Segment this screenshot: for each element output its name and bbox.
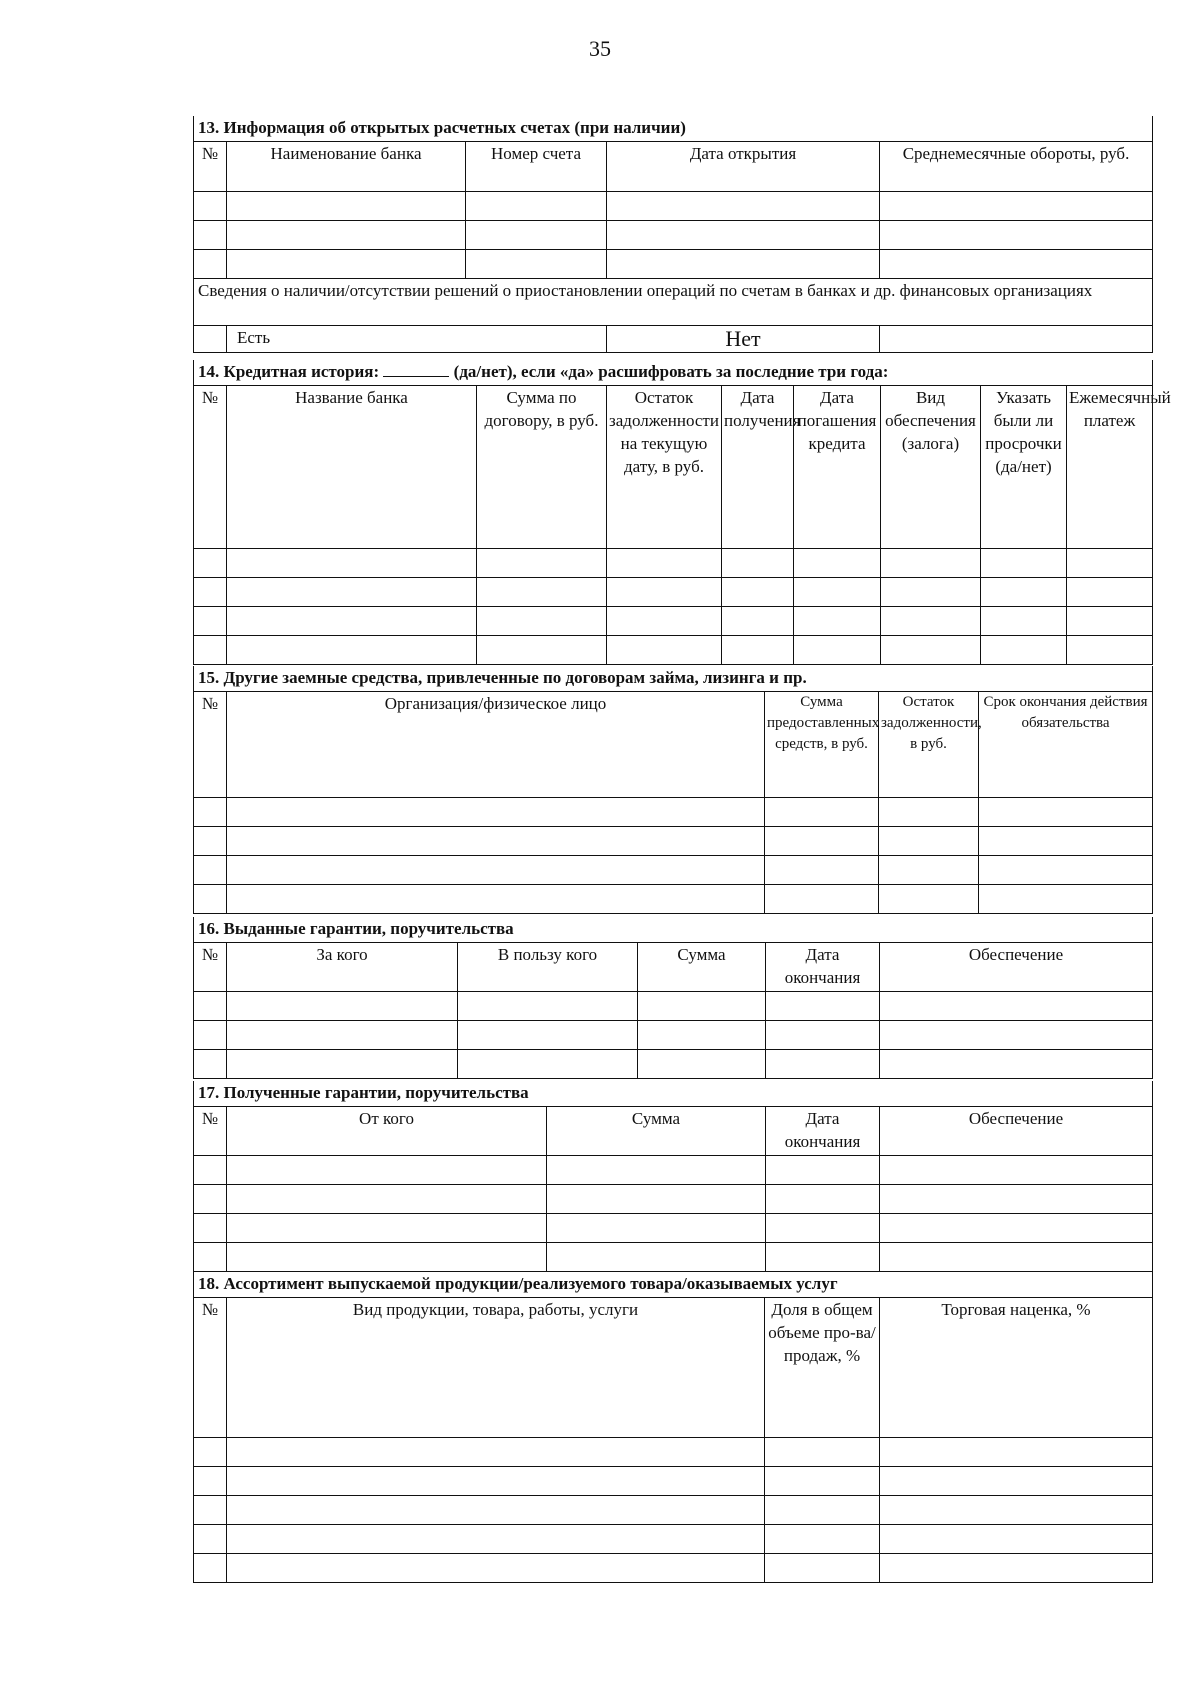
cell[interactable] xyxy=(227,548,477,577)
cell[interactable] xyxy=(547,1184,766,1213)
cell[interactable] xyxy=(227,1213,547,1242)
cell[interactable] xyxy=(607,191,880,220)
cell[interactable] xyxy=(227,1437,765,1466)
col-number-header: № xyxy=(194,385,227,548)
cell[interactable] xyxy=(880,1020,1153,1049)
cell[interactable] xyxy=(879,884,979,913)
cell[interactable] xyxy=(547,1213,766,1242)
cell[interactable] xyxy=(765,826,879,855)
cell[interactable] xyxy=(194,1437,227,1466)
cell[interactable] xyxy=(194,606,227,635)
table-row xyxy=(194,577,1153,606)
table-row xyxy=(194,884,1153,913)
cell[interactable] xyxy=(227,249,466,278)
cell[interactable] xyxy=(766,1184,880,1213)
cell[interactable] xyxy=(979,797,1153,826)
cell[interactable] xyxy=(194,577,227,606)
cell[interactable] xyxy=(881,635,981,664)
cell[interactable] xyxy=(765,1553,880,1582)
cell[interactable] xyxy=(794,635,881,664)
cell[interactable] xyxy=(194,1184,227,1213)
table-row xyxy=(194,1155,1153,1184)
cell[interactable] xyxy=(880,1495,1153,1524)
cell[interactable] xyxy=(227,991,458,1020)
cell[interactable] xyxy=(880,1553,1153,1582)
col-monthly-turnover-header: Среднемесячные обороты, руб. xyxy=(880,141,1153,191)
cell[interactable] xyxy=(766,1213,880,1242)
cell[interactable] xyxy=(607,606,722,635)
option-no[interactable]: Нет xyxy=(607,325,880,352)
col-number-header: № xyxy=(194,1106,227,1155)
table-row xyxy=(194,220,1153,249)
cell[interactable] xyxy=(194,991,227,1020)
col-end-date-header: Дата окончания xyxy=(766,942,880,991)
table-row xyxy=(194,991,1153,1020)
cell[interactable] xyxy=(766,1155,880,1184)
table-row xyxy=(194,548,1153,577)
cell[interactable] xyxy=(879,855,979,884)
cell[interactable] xyxy=(979,826,1153,855)
cell[interactable] xyxy=(227,1184,547,1213)
section-18-table xyxy=(193,1272,1153,1583)
table-row xyxy=(194,1242,1153,1271)
cell[interactable] xyxy=(880,325,1153,352)
cell[interactable] xyxy=(607,220,880,249)
cell[interactable] xyxy=(722,635,794,664)
cell[interactable] xyxy=(477,548,607,577)
cell[interactable] xyxy=(880,1213,1153,1242)
cell[interactable] xyxy=(765,797,879,826)
cell[interactable] xyxy=(194,1553,227,1582)
section-14-table xyxy=(193,360,1171,665)
cell[interactable] xyxy=(607,577,722,606)
cell[interactable] xyxy=(880,1155,1153,1184)
cell[interactable] xyxy=(477,606,607,635)
cell[interactable] xyxy=(1067,635,1153,664)
cell[interactable] xyxy=(227,1495,765,1524)
section-16-table xyxy=(193,917,1153,1079)
cell[interactable] xyxy=(765,1495,880,1524)
cell[interactable] xyxy=(227,1242,547,1271)
cell[interactable] xyxy=(981,606,1067,635)
col-for-whom-header: За кого xyxy=(227,942,458,991)
cell[interactable] xyxy=(765,1524,880,1553)
col-provided-sum-header: Сумма предоставленных средств, в руб. xyxy=(765,691,879,797)
cell[interactable] xyxy=(227,220,466,249)
section-15-title: 15. Другие заемные средства, привлеченные по договорам займа, лизинга и пр. xyxy=(194,666,1153,691)
cell[interactable] xyxy=(766,991,880,1020)
cell[interactable] xyxy=(227,1020,458,1049)
cell[interactable] xyxy=(794,606,881,635)
col-debt-balance-header: Остаток задолженности на текущую дату, в руб. xyxy=(607,385,722,548)
section-16-title: 16. Выданные гарантии, поручительства xyxy=(194,917,1153,942)
cell[interactable] xyxy=(879,797,979,826)
table-row xyxy=(194,249,1153,278)
cell[interactable] xyxy=(227,1553,765,1582)
cell[interactable] xyxy=(766,1242,880,1271)
cell[interactable] xyxy=(765,1437,880,1466)
col-number-header: № xyxy=(194,942,227,991)
col-bank-name-header: Название банка xyxy=(227,385,477,548)
cell[interactable] xyxy=(477,577,607,606)
cell[interactable] xyxy=(194,635,227,664)
col-organization-header: Организация/физическое лицо xyxy=(227,691,765,797)
cell[interactable] xyxy=(766,1020,880,1049)
cell[interactable] xyxy=(880,249,1153,278)
cell[interactable] xyxy=(458,1020,638,1049)
cell[interactable] xyxy=(227,577,477,606)
cell[interactable] xyxy=(227,1155,547,1184)
cell[interactable] xyxy=(458,991,638,1020)
col-collateral-header: Обеспечение xyxy=(880,942,1153,991)
table-row xyxy=(194,606,1153,635)
col-product-type-header: Вид продукции, товара, работы, услуги xyxy=(227,1297,765,1437)
cell[interactable] xyxy=(722,577,794,606)
cell[interactable] xyxy=(194,1495,227,1524)
cell[interactable] xyxy=(194,1049,227,1078)
cell[interactable] xyxy=(227,855,765,884)
col-monthly-payment-header: Ежемесячный платеж xyxy=(1067,385,1153,548)
page-number: 35 xyxy=(589,36,611,61)
cell[interactable] xyxy=(981,548,1067,577)
cell[interactable] xyxy=(880,991,1153,1020)
section-13-table xyxy=(193,116,1153,353)
cell[interactable] xyxy=(607,548,722,577)
cell[interactable] xyxy=(1067,606,1153,635)
table-row xyxy=(194,1184,1153,1213)
credit-history-field[interactable] xyxy=(383,362,449,377)
col-share-header: Доля в общем объеме про-ва/продаж, % xyxy=(765,1297,880,1437)
cell[interactable] xyxy=(227,884,765,913)
col-repayment-date-header: Дата погашения кредита xyxy=(794,385,881,548)
col-collateral-type-header: Вид обеспечения (залога) xyxy=(881,385,981,548)
col-contract-sum-header: Сумма по договору, в руб. xyxy=(477,385,607,548)
cell[interactable] xyxy=(547,1155,766,1184)
cell[interactable] xyxy=(227,606,477,635)
section-14-title xyxy=(194,360,1153,385)
table-row xyxy=(194,1437,1153,1466)
cell[interactable] xyxy=(466,220,607,249)
section-17-table xyxy=(193,1081,1153,1272)
table-row xyxy=(194,1049,1153,1078)
cell[interactable] xyxy=(194,1213,227,1242)
cell[interactable] xyxy=(981,635,1067,664)
table-row xyxy=(194,855,1153,884)
cell[interactable] xyxy=(979,884,1153,913)
col-bank-name-header: Наименование банка xyxy=(227,141,466,191)
cell[interactable] xyxy=(227,797,765,826)
table-row xyxy=(194,191,1153,220)
col-number-header: № xyxy=(194,1297,227,1437)
cell[interactable] xyxy=(194,1524,227,1553)
cell[interactable] xyxy=(638,991,766,1020)
section-14-title-part1: 14. Кредитная история: xyxy=(198,362,380,381)
table-row xyxy=(194,797,1153,826)
option-yes[interactable]: Есть xyxy=(227,325,607,352)
cell[interactable] xyxy=(765,1466,880,1495)
col-opening-date-header: Дата открытия xyxy=(607,141,880,191)
table-row xyxy=(194,826,1153,855)
col-from-whom-header: От кого xyxy=(227,1106,547,1155)
cell[interactable] xyxy=(194,191,227,220)
cell[interactable] xyxy=(194,220,227,249)
col-obligation-term-header: Срок окончания действия обязательства xyxy=(979,691,1153,797)
cell[interactable] xyxy=(880,1466,1153,1495)
cell[interactable] xyxy=(794,577,881,606)
col-overdue-header: Указать были ли просрочки (да/нет) xyxy=(981,385,1067,548)
section-13-title: 13. Информация об открытых расчетных счетах (при наличии) xyxy=(194,116,1153,141)
cell[interactable] xyxy=(227,191,466,220)
col-end-date-header: Дата окончания xyxy=(766,1106,880,1155)
cell[interactable] xyxy=(880,1242,1153,1271)
cell[interactable] xyxy=(766,1049,880,1078)
cell[interactable] xyxy=(194,1020,227,1049)
col-sum-header: Сумма xyxy=(547,1106,766,1155)
cell[interactable] xyxy=(477,635,607,664)
table-row xyxy=(194,1553,1153,1582)
cell[interactable] xyxy=(194,884,227,913)
table-row xyxy=(194,1213,1153,1242)
cell[interactable] xyxy=(607,249,880,278)
cell[interactable] xyxy=(194,548,227,577)
section-14-title-part2: (да/нет), если «да» расшифровать за последние три года: xyxy=(453,362,889,381)
cell[interactable] xyxy=(466,191,607,220)
cell[interactable] xyxy=(880,191,1153,220)
col-markup-header: Торговая наценка, % xyxy=(880,1297,1153,1437)
cell[interactable] xyxy=(722,606,794,635)
cell[interactable] xyxy=(765,855,879,884)
cell[interactable] xyxy=(880,1049,1153,1078)
cell[interactable] xyxy=(880,1524,1153,1553)
col-beneficiary-header: В пользу кого xyxy=(458,942,638,991)
table-row xyxy=(194,1466,1153,1495)
cell[interactable] xyxy=(981,577,1067,606)
cell[interactable] xyxy=(880,1184,1153,1213)
table-row xyxy=(194,1524,1153,1553)
cell[interactable] xyxy=(722,548,794,577)
cell[interactable] xyxy=(458,1049,638,1078)
cell[interactable] xyxy=(881,577,981,606)
cell[interactable] xyxy=(1067,577,1153,606)
cell[interactable] xyxy=(1067,548,1153,577)
cell[interactable] xyxy=(194,249,227,278)
cell[interactable] xyxy=(466,249,607,278)
section-15-table xyxy=(193,666,1153,914)
cell[interactable] xyxy=(194,1466,227,1495)
cell[interactable] xyxy=(227,826,765,855)
col-collateral-header: Обеспечение xyxy=(880,1106,1153,1155)
cell[interactable] xyxy=(227,1049,458,1078)
cell[interactable] xyxy=(979,855,1153,884)
cell[interactable] xyxy=(227,1524,765,1553)
cell[interactable] xyxy=(638,1049,766,1078)
col-receipt-date-header: Дата получения xyxy=(722,385,794,548)
col-account-number-header: Номер счета xyxy=(466,141,607,191)
col-debt-balance-header: Остаток задолженности, в руб. xyxy=(879,691,979,797)
cell[interactable] xyxy=(227,635,477,664)
section-18-title: 18. Ассортимент выпускаемой продукции/реализуемого товара/оказываемых услуг xyxy=(194,1272,1153,1297)
col-number-header: № xyxy=(194,141,227,191)
cell[interactable] xyxy=(765,884,879,913)
cell[interactable] xyxy=(881,548,981,577)
table-row xyxy=(194,1495,1153,1524)
cell[interactable] xyxy=(607,635,722,664)
suspension-note: Сведения о наличии/отсутствии решений о приостановлении операций по счетам в банках и др. финансовых организациях xyxy=(194,278,1153,325)
section-17-title: 17. Полученные гарантии, поручительства xyxy=(194,1081,1153,1106)
cell[interactable] xyxy=(194,1242,227,1271)
col-sum-header: Сумма xyxy=(638,942,766,991)
cell[interactable] xyxy=(194,1155,227,1184)
cell[interactable] xyxy=(880,220,1153,249)
cell xyxy=(194,325,227,352)
cell[interactable] xyxy=(880,1437,1153,1466)
cell[interactable] xyxy=(794,548,881,577)
table-row xyxy=(194,1020,1153,1049)
cell[interactable] xyxy=(194,826,227,855)
cell[interactable] xyxy=(638,1020,766,1049)
table-row xyxy=(194,635,1153,664)
col-number-header: № xyxy=(194,691,227,797)
cell[interactable] xyxy=(227,1466,765,1495)
cell[interactable] xyxy=(194,797,227,826)
cell[interactable] xyxy=(194,855,227,884)
cell[interactable] xyxy=(879,826,979,855)
cell[interactable] xyxy=(547,1242,766,1271)
cell[interactable] xyxy=(881,606,981,635)
